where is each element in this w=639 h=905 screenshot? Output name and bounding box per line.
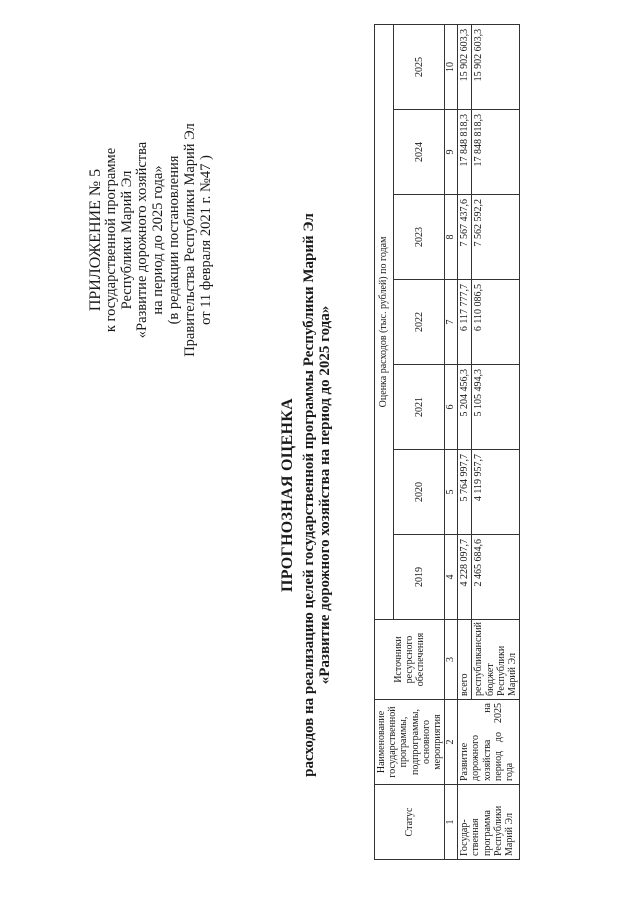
header-year: 2021 [394,365,445,450]
document-heading [280,145,334,845]
column-number: 5 [445,450,458,535]
value-cell: 5 105 494,3 [472,365,520,450]
program-name-cell: Развитие дорожного хозяйства на период до 2025 года [458,700,520,785]
appendix-title: ПРИЛОЖЕНИЕ № 5 [87,168,104,312]
column-number-row [445,24,458,859]
funding-source-cell: всего [458,620,472,700]
value-cell: 4 228 097,7 [458,535,472,620]
heading-subtitle: расходов на реализацию целей государственной программы Республики Марий Эл [300,213,317,777]
heading-program-name: «Развитие дорожного хозяйства на период до 2025 года» [317,305,333,685]
status-cell: Государ-ственная программа Республики Марий Эл [458,785,520,860]
value-cell: 17 848 818,3 [472,110,520,195]
appendix-line: Республики Марий Эл [118,170,135,310]
column-number: 7 [445,280,458,365]
header-program-name: Наименование государственной программы, подпрограммы, основного мероприятия [375,700,445,785]
column-number: 4 [445,535,458,620]
appendix-line: к государственной программе [102,147,119,333]
appendix-line: Правительства Республики Марий Эл [181,123,198,357]
funding-source-cell: республиканский бюджет Республики Марий Эл [472,620,520,700]
value-cell: 15 902 603,3 [472,24,520,109]
value-cell: 7 567 437,6 [458,195,472,280]
header-year: 2020 [394,450,445,535]
column-number: 1 [445,785,458,860]
expenditure-estimate-table [374,24,520,860]
heading-title: ПРОГНОЗНАЯ ОЦЕНКА [279,398,296,592]
appendix-line: (в редакции постановления [165,155,182,325]
value-cell: 17 848 818,3 [458,110,472,195]
value-cell: 5 204 456,3 [458,365,472,450]
value-cell: 15 902 603,3 [458,24,472,109]
header-year: 2025 [394,24,445,109]
appendix-line: на период до 2025 года» [150,165,167,315]
column-number: 9 [445,110,458,195]
header-year: 2024 [394,110,445,195]
value-cell: 6 110 086,5 [472,280,520,365]
column-number: 6 [445,365,458,450]
header-status: Статус [375,785,445,860]
value-cell: 4 119 957,7 [472,450,520,535]
value-cell: 2 465 684,6 [472,535,520,620]
column-number: 10 [445,24,458,109]
value-cell: 6 117 777,7 [458,280,472,365]
value-cell: 5 764 997,7 [458,450,472,535]
header-year: 2022 [394,280,445,365]
header-expense-estimate: Оценка расходов (тыс. рублей) по годам [375,24,394,619]
column-number: 3 [445,620,458,700]
header-year: 2019 [394,535,445,620]
table-row [458,24,472,859]
value-cell: 7 562 592,2 [472,195,520,280]
column-number: 2 [445,700,458,785]
appendix-line: «Развитие дорожного хозяйства [134,141,151,339]
column-number: 8 [445,195,458,280]
appendix-line: от 11 февраля 2021 г. №47 ) [197,155,214,325]
appendix-block [88,60,214,420]
header-year: 2023 [394,195,445,280]
header-funding-sources: Источники ресурсного обеспечения [375,620,445,700]
